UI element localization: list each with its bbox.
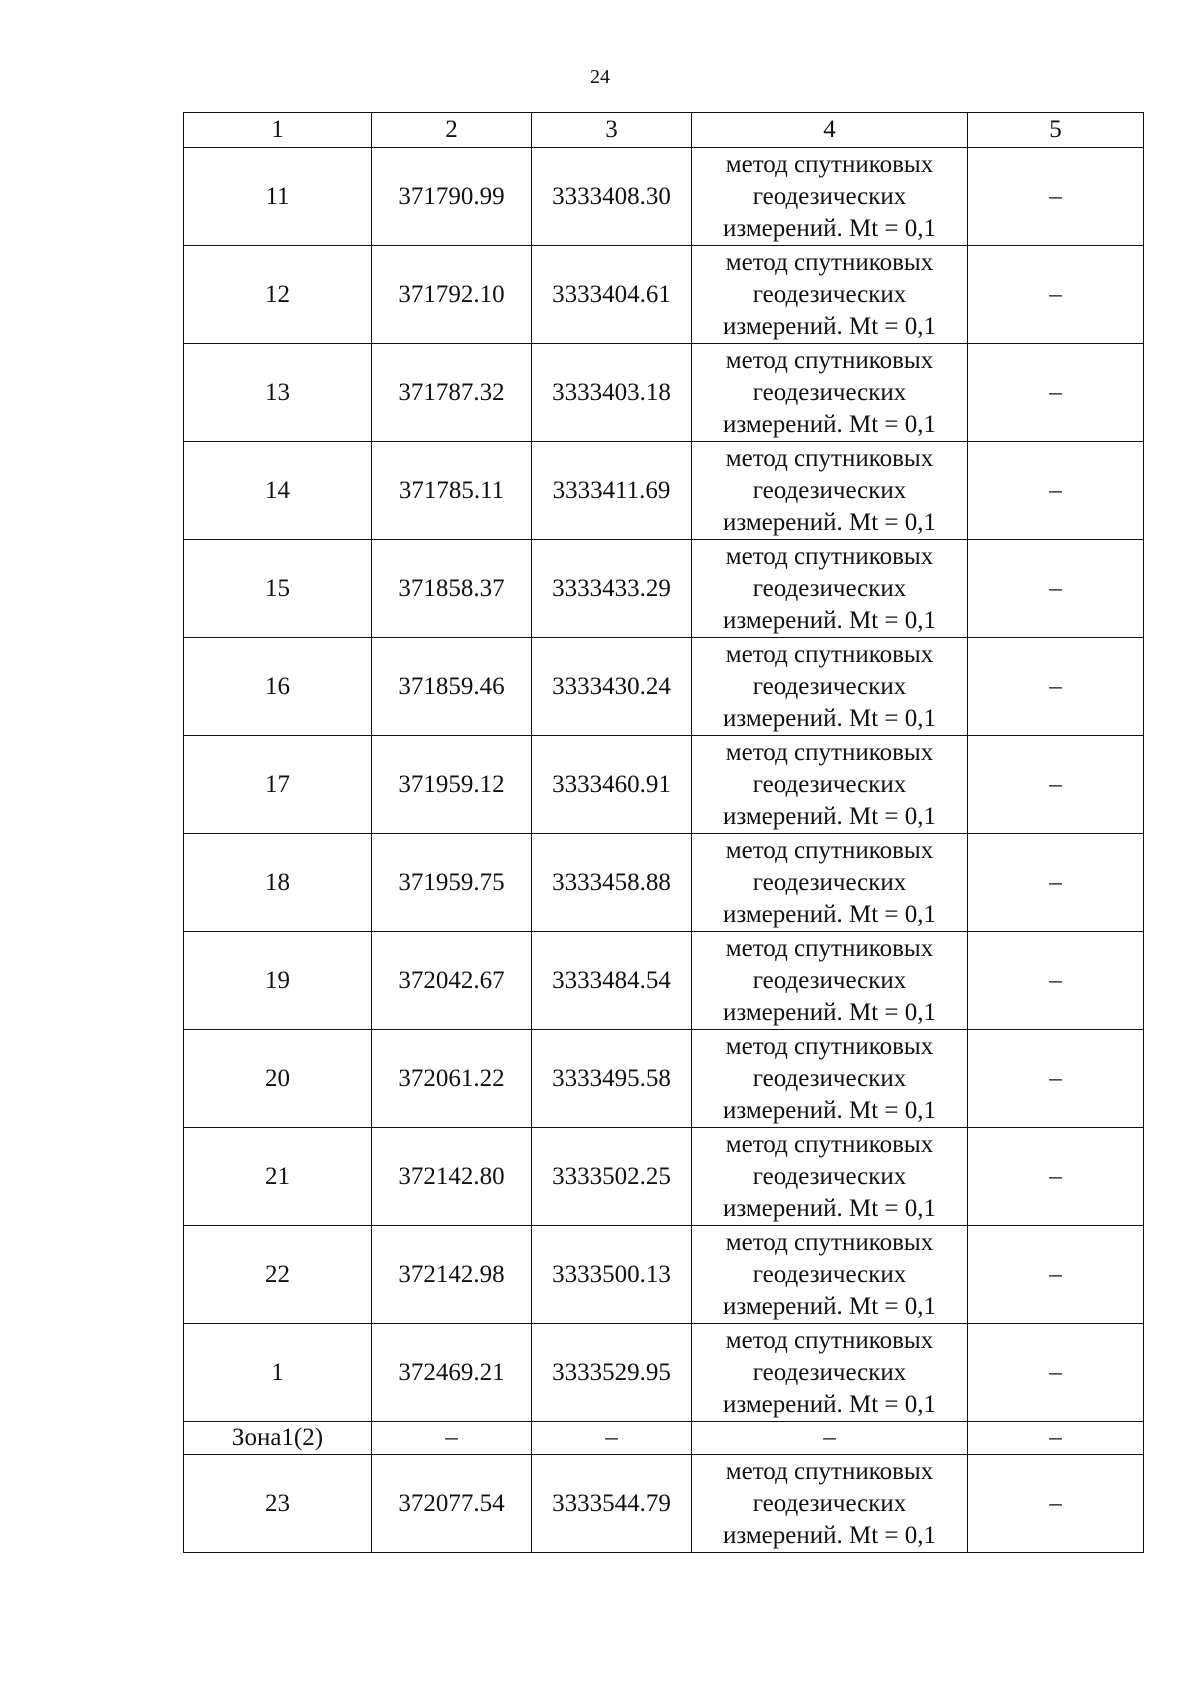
method-cell: метод спутниковых геодезических измерений. Mt = 0,1: [692, 932, 968, 1030]
point-number-cell: 18: [184, 834, 372, 932]
y-coordinate-cell: 3333502.25: [532, 1128, 692, 1226]
x-coordinate-cell: 371858.37: [372, 540, 532, 638]
method-cell: метод спутниковых геодезических измерений. Mt = 0,1: [692, 1128, 968, 1226]
point-number-cell: 15: [184, 540, 372, 638]
x-coordinate-cell: 371792.10: [372, 246, 532, 344]
note-cell: –: [968, 1324, 1144, 1422]
point-number-cell: 16: [184, 638, 372, 736]
x-coordinate-cell: 371959.75: [372, 834, 532, 932]
note-cell: –: [968, 1422, 1144, 1455]
y-coordinate-cell: 3333408.30: [532, 148, 692, 246]
x-coordinate-cell: –: [372, 1422, 532, 1455]
point-number-cell: 22: [184, 1226, 372, 1324]
column-header: 1: [184, 113, 372, 148]
y-coordinate-cell: 3333458.88: [532, 834, 692, 932]
point-number-cell: 21: [184, 1128, 372, 1226]
x-coordinate-cell: 371959.12: [372, 736, 532, 834]
x-coordinate-cell: 371790.99: [372, 148, 532, 246]
method-cell: метод спутниковых геодезических измерений. Mt = 0,1: [692, 246, 968, 344]
table-row: [184, 148, 1144, 246]
x-coordinate-cell: 371859.46: [372, 638, 532, 736]
column-header: 5: [968, 113, 1144, 148]
table-row: [184, 1030, 1144, 1128]
table-row: [184, 540, 1144, 638]
table-row: [184, 344, 1144, 442]
coordinates-table: [183, 112, 1144, 1553]
y-coordinate-cell: 3333460.91: [532, 736, 692, 834]
method-cell: метод спутниковых геодезических измерений. Mt = 0,1: [692, 1226, 968, 1324]
note-cell: –: [968, 344, 1144, 442]
method-cell: метод спутниковых геодезических измерений. Mt = 0,1: [692, 540, 968, 638]
x-coordinate-cell: 372042.67: [372, 932, 532, 1030]
note-cell: –: [968, 148, 1144, 246]
point-number-cell: 17: [184, 736, 372, 834]
method-cell: метод спутниковых геодезических измерений. Mt = 0,1: [692, 344, 968, 442]
x-coordinate-cell: 372142.98: [372, 1226, 532, 1324]
note-cell: –: [968, 932, 1144, 1030]
column-header: 4: [692, 113, 968, 148]
table-row: [184, 442, 1144, 540]
y-coordinate-cell: 3333404.61: [532, 246, 692, 344]
note-cell: –: [968, 638, 1144, 736]
table-row: [184, 834, 1144, 932]
note-cell: –: [968, 1030, 1144, 1128]
note-cell: –: [968, 736, 1144, 834]
point-number-cell: 14: [184, 442, 372, 540]
x-coordinate-cell: 371785.11: [372, 442, 532, 540]
note-cell: –: [968, 1455, 1144, 1553]
table-body: [184, 148, 1144, 1553]
y-coordinate-cell: 3333529.95: [532, 1324, 692, 1422]
x-coordinate-cell: 371787.32: [372, 344, 532, 442]
table-row: [184, 932, 1144, 1030]
method-cell: метод спутниковых геодезических измерений. Mt = 0,1: [692, 442, 968, 540]
y-coordinate-cell: 3333411.69: [532, 442, 692, 540]
column-header: 2: [372, 113, 532, 148]
table-row: [184, 1455, 1144, 1553]
y-coordinate-cell: 3333500.13: [532, 1226, 692, 1324]
note-cell: –: [968, 834, 1144, 932]
zone-row: [184, 1422, 1144, 1455]
point-number-cell: 20: [184, 1030, 372, 1128]
table-row: [184, 1324, 1144, 1422]
table-row: [184, 246, 1144, 344]
column-header: 3: [532, 113, 692, 148]
x-coordinate-cell: 372142.80: [372, 1128, 532, 1226]
y-coordinate-cell: 3333433.29: [532, 540, 692, 638]
x-coordinate-cell: 372077.54: [372, 1455, 532, 1553]
y-coordinate-cell: 3333403.18: [532, 344, 692, 442]
y-coordinate-cell: 3333495.58: [532, 1030, 692, 1128]
table-row: [184, 1226, 1144, 1324]
point-number-cell: 19: [184, 932, 372, 1030]
note-cell: –: [968, 246, 1144, 344]
note-cell: –: [968, 540, 1144, 638]
method-cell: –: [692, 1422, 968, 1455]
x-coordinate-cell: 372469.21: [372, 1324, 532, 1422]
y-coordinate-cell: –: [532, 1422, 692, 1455]
y-coordinate-cell: 3333430.24: [532, 638, 692, 736]
note-cell: –: [968, 1128, 1144, 1226]
point-number-cell: 23: [184, 1455, 372, 1553]
table-row: [184, 638, 1144, 736]
point-number-cell: 13: [184, 344, 372, 442]
y-coordinate-cell: 3333484.54: [532, 932, 692, 1030]
x-coordinate-cell: 372061.22: [372, 1030, 532, 1128]
method-cell: метод спутниковых геодезических измерений. Mt = 0,1: [692, 1455, 968, 1553]
table-row: [184, 736, 1144, 834]
table-header-row: [184, 113, 1144, 148]
method-cell: метод спутниковых геодезических измерений. Mt = 0,1: [692, 736, 968, 834]
point-number-cell: 1: [184, 1324, 372, 1422]
point-number-cell: 12: [184, 246, 372, 344]
point-number-cell: Зона1(2): [184, 1422, 372, 1455]
point-number-cell: 11: [184, 148, 372, 246]
method-cell: метод спутниковых геодезических измерений. Mt = 0,1: [692, 148, 968, 246]
y-coordinate-cell: 3333544.79: [532, 1455, 692, 1553]
method-cell: метод спутниковых геодезических измерений. Mt = 0,1: [692, 834, 968, 932]
note-cell: –: [968, 1226, 1144, 1324]
method-cell: метод спутниковых геодезических измерений. Mt = 0,1: [692, 638, 968, 736]
note-cell: –: [968, 442, 1144, 540]
method-cell: метод спутниковых геодезических измерений. Mt = 0,1: [692, 1324, 968, 1422]
method-cell: метод спутниковых геодезических измерений. Mt = 0,1: [692, 1030, 968, 1128]
page-number: 24: [590, 66, 610, 88]
table-row: [184, 1128, 1144, 1226]
